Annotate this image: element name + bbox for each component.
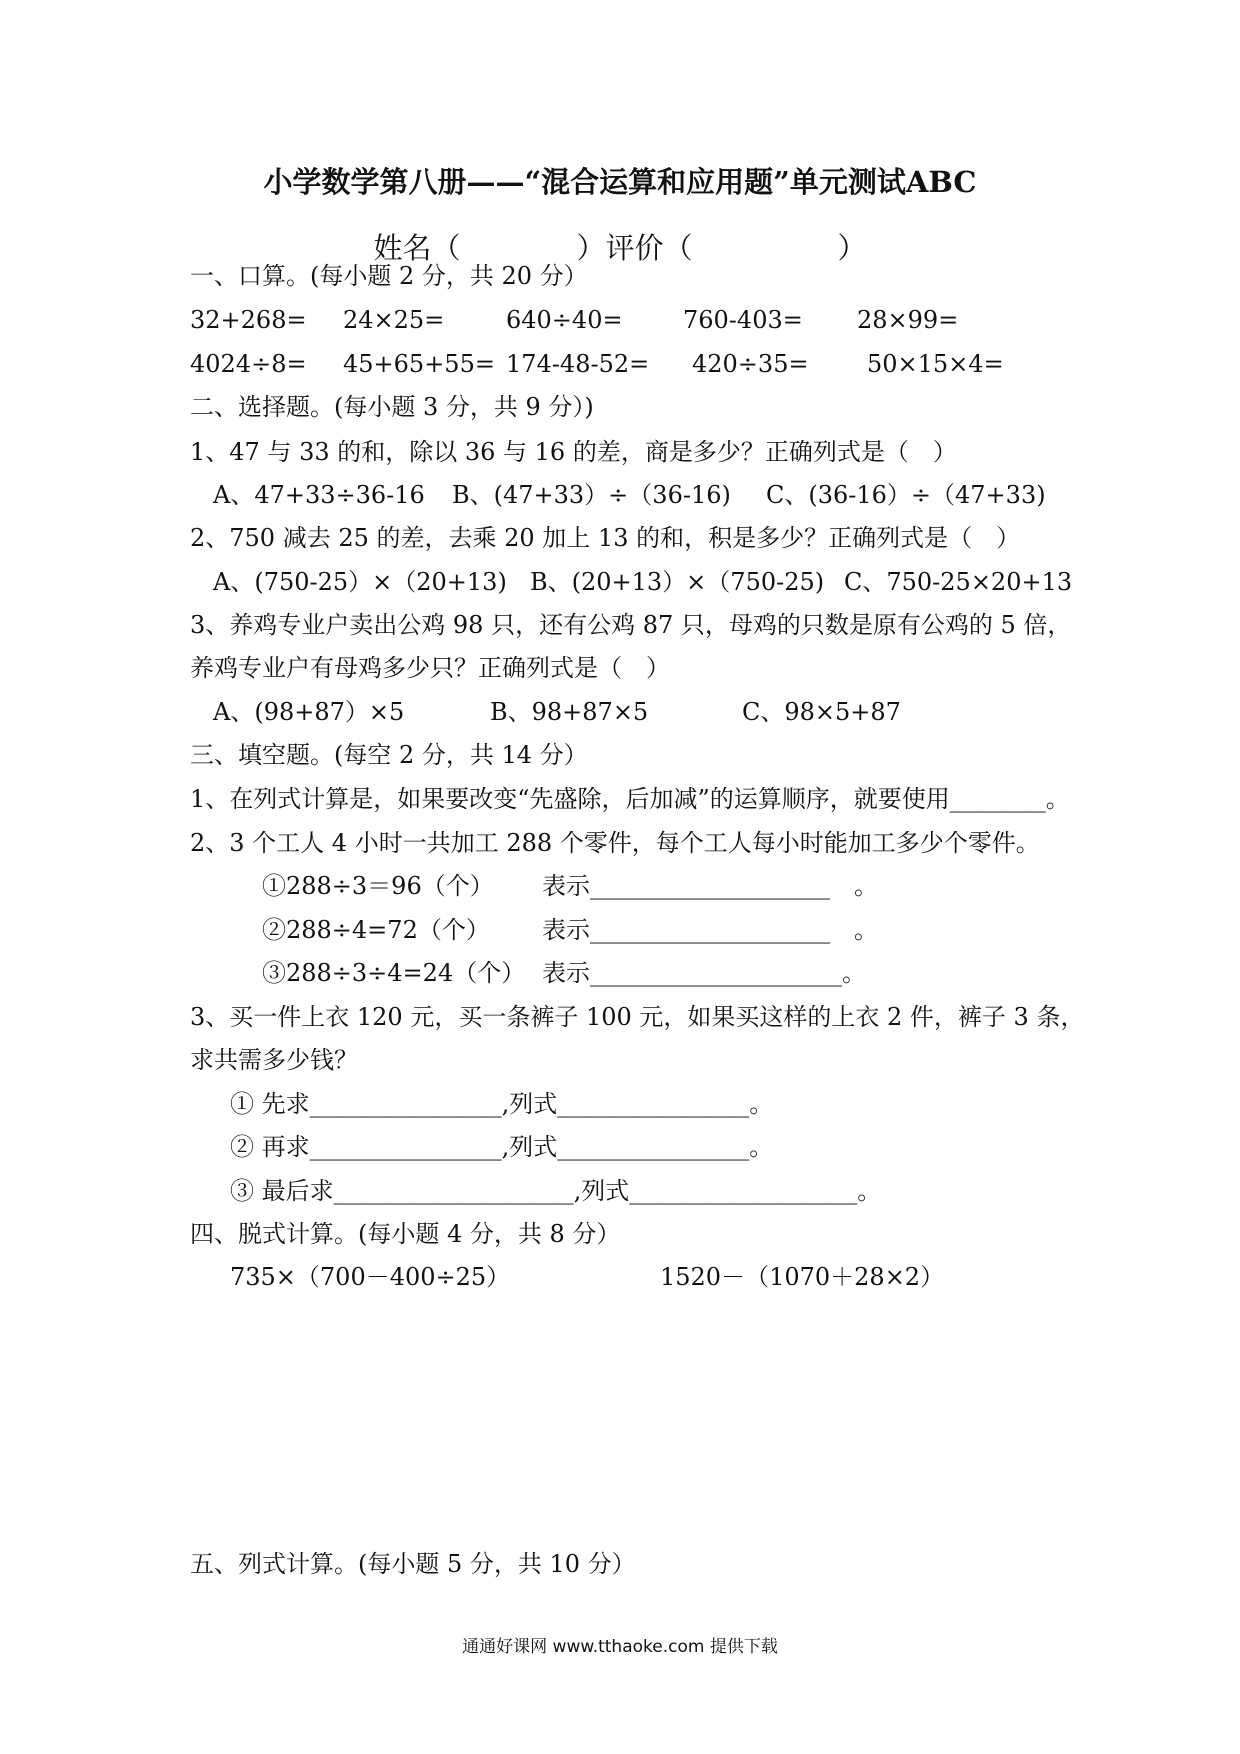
choice-option: A、47+33÷36-16 [213,481,425,509]
fill-blank: 表示____________________ 。 [542,916,878,944]
fill-blank: 表示_____________________。 [542,959,866,987]
oral-calc-item: 760-403= [683,306,803,334]
question-text: 3、买一件上衣 120 元，买一条裤子 100 元，如果买这样的上衣 2 件，裤子 3 条， [190,1003,1085,1031]
oral-calc-item: 24×25= [343,306,445,334]
section-4-heading: 四、脱式计算。(每小题 4 分，共 8 分） [190,1220,621,1248]
fill-expression: ②288÷4=72（个） [262,916,490,944]
oral-calc-item: 28×99= [857,306,959,334]
question-text: 3、养鸡专业户卖出公鸡 98 只，还有公鸡 87 只，母鸡的只数是原有公鸡的 5 倍， [190,611,1072,639]
footer-source: 通通好课网 www.tthaoke.com 提供下载 [462,1637,778,1657]
question-text: 2、3 个工人 4 小时一共加工 288 个零件，每个工人每小时能加工多少个零件。 [190,829,1040,857]
oral-calc-item: 4024÷8= [190,350,307,378]
question-text: 1、在列式计算是，如果要改变“先盛除，后加减”的运算顺序，就要使用________。 [190,785,1070,813]
question-text: 2、750 减去 25 的差，去乘 20 加上 13 的和，积是多少？正确列式是（ ） [190,524,1021,552]
oral-calc-item: 45+65+55= [343,350,495,378]
page-title: 小学数学第八册——“混合运算和应用题”单元测试ABC [263,165,977,199]
choice-option: A、(98+87）×5 [213,698,405,726]
oral-calc-item: 420÷35= [692,350,809,378]
fill-blank: ③ 最后求____________________,列式___________________。 [230,1177,882,1205]
question-text: 求共需多少钱？ [190,1046,358,1074]
oral-calc-item: 32+268= [190,306,307,334]
choice-option: A、(750-25）×（20+13) [213,568,507,596]
fill-blank: ① 先求________________,列式________________。 [230,1090,774,1118]
oral-calc-item: 640÷40= [506,306,623,334]
question-text: 养鸡专业户有母鸡多少只？正确列式是（ ） [190,654,670,682]
question-text: 1、47 与 33 的和，除以 36 与 16 的差，商是多少？正确列式是（ ） [190,438,957,466]
section-3-heading: 三、填空题。(每空 2 分，共 14 分） [190,741,588,769]
section-2-heading: 二、选择题。(每小题 3 分，共 9 分）) [190,393,594,421]
section-1-heading: 一、口算。(每小题 2 分，共 20 分） [190,262,588,290]
fill-blank: ② 再求________________,列式________________。 [230,1133,774,1161]
calc-problem: 735×（700－400÷25） [230,1263,511,1291]
calc-problem: 1520－（1070＋28×2） [660,1263,945,1291]
oral-calc-item: 50×15×4= [867,350,1004,378]
oral-calc-item: 174-48-52= [506,350,650,378]
choice-option: B、98+87×5 [490,698,649,726]
choice-option: B、(20+13）×（750-25) [530,568,825,596]
fill-expression: ③288÷3÷4=24（个） [262,959,526,987]
fill-expression: ①288÷3＝96（个） [262,872,494,900]
name-score-line: 姓名（ ）评价（ ） [373,231,867,265]
choice-option: C、750-25×20+13 [844,568,1073,596]
fill-blank: 表示____________________ 。 [542,872,878,900]
choice-option: B、(47+33）÷（36-16) [452,481,731,509]
choice-option: C、98×5+87 [742,698,901,726]
section-5-heading: 五、列式计算。(每小题 5 分，共 10 分） [190,1550,636,1578]
choice-option: C、(36-16）÷（47+33) [766,481,1046,509]
